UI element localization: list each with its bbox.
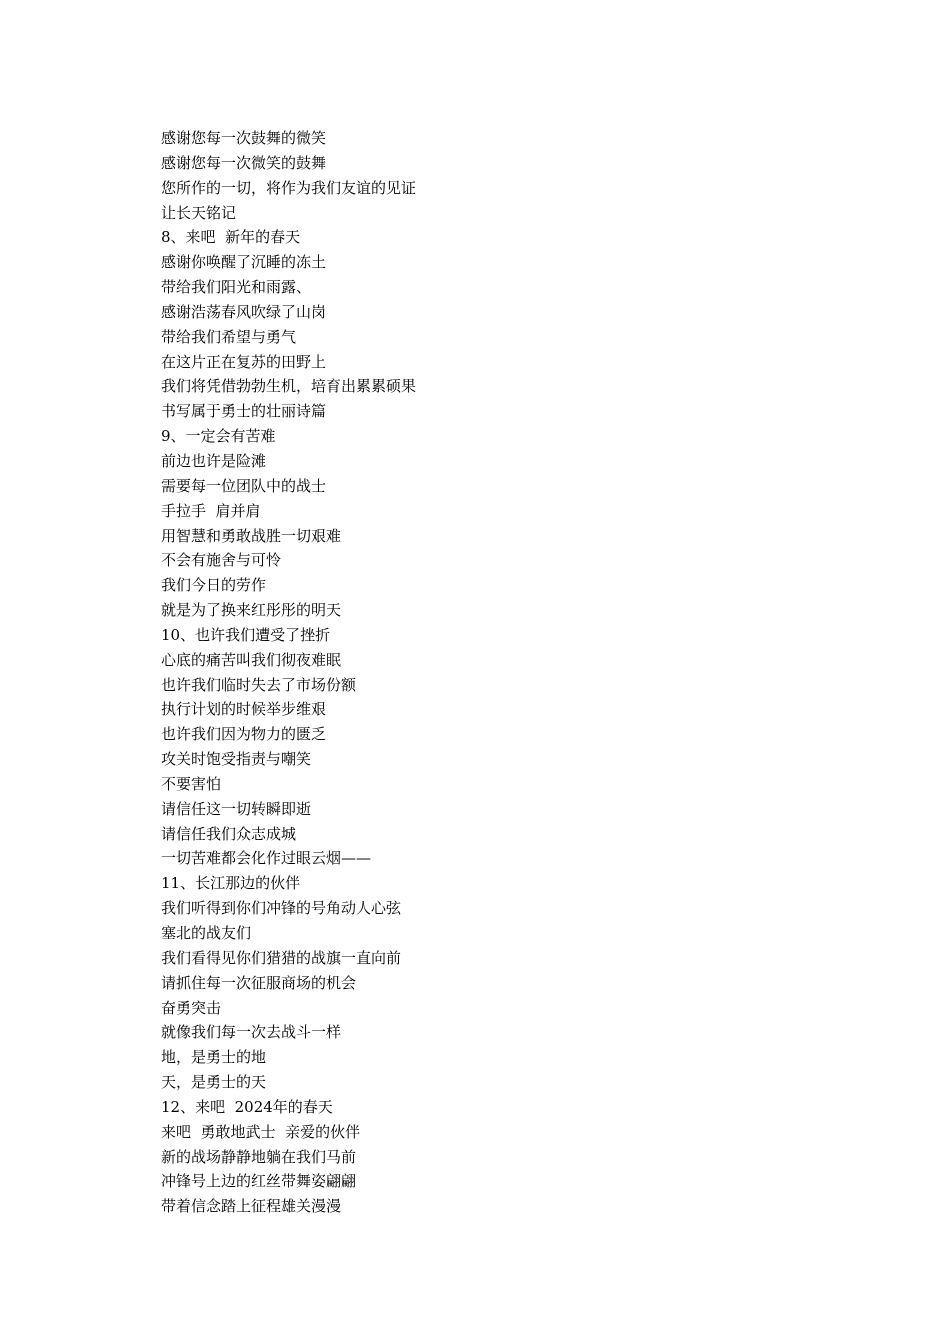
- text-line: 感谢您每一次鼓舞的微笑: [161, 129, 327, 147]
- text-line: 塞北的战友们: [161, 924, 252, 942]
- text-line: 攻关时饱受指责与嘲笑: [161, 750, 312, 769]
- text-line: 感谢你唤醒了沉睡的冻土: [161, 253, 327, 272]
- text-line: 我们看得见你们猎猎的战旗一直向前: [161, 948, 402, 967]
- text-line: 书写属于勇士的壮丽诗篇: [161, 402, 327, 421]
- text-line: 也许我们因为物力的匮乏: [161, 725, 327, 744]
- text-line: 12、来吧 2024年的春天: [161, 1097, 333, 1116]
- text-line: 就是为了换来红彤彤的明天: [161, 601, 342, 620]
- text-line: 带给我们希望与勇气: [161, 327, 297, 346]
- text-line: 新的战场静静地躺在我们马前: [161, 1147, 357, 1166]
- text-line: 前边也许是险滩: [161, 451, 267, 470]
- text-line: 在这片正在复苏的田野上: [161, 352, 327, 371]
- text-line: 来吧 勇敢地武士 亲爱的伙伴: [161, 1122, 361, 1141]
- text-line: 11、长江那边的伙伴: [161, 874, 301, 893]
- text-line: 不要害怕: [161, 774, 222, 793]
- text-line: 手拉手 肩并肩: [161, 501, 261, 520]
- text-line: 我们今日的劳作: [161, 576, 267, 595]
- text-line: 一切苦难都会化作过眼云烟——: [161, 849, 372, 868]
- text-line: 需要每一位团队中的战士: [161, 476, 327, 495]
- text-line: 感谢浩荡春风吹绿了山岗: [161, 302, 327, 321]
- text-line: 冲锋号上边的红丝带舞姿翩翩: [161, 1172, 357, 1191]
- text-line: 我们听得到你们冲锋的号角动人心弦: [161, 899, 402, 918]
- text-line: 就像我们每一次去战斗一样: [161, 1023, 342, 1042]
- text-line: 8、来吧 新年的春天: [161, 228, 301, 247]
- text-line: 请信任我们众志成城: [161, 824, 297, 843]
- text-line: 让长天铭记: [161, 203, 237, 222]
- text-line: 用智慧和勇敢战胜一切艰难: [161, 526, 342, 545]
- text-line: 天，是勇士的天: [161, 1073, 267, 1092]
- text-line: 您所作的一切，将作为我们友谊的见证: [161, 178, 417, 197]
- text-line: 心底的痛苦叫我们彻夜难眠: [161, 650, 342, 669]
- text-line: 地，是勇士的地: [161, 1048, 267, 1067]
- text-line: 带给我们阳光和雨露、: [161, 278, 312, 297]
- text-line: 9、一定会有苦难: [161, 427, 276, 446]
- document-body: [161, 126, 861, 1219]
- text-line: 请信任这一切转瞬即逝: [161, 799, 312, 818]
- text-line: 感谢您每一次微笑的鼓舞: [161, 153, 327, 172]
- text-line: 不会有施舍与可怜: [161, 551, 282, 570]
- text-line: 我们将凭借勃勃生机，培育出累累硕果: [161, 377, 417, 396]
- text-line: 10、也许我们遭受了挫折: [161, 625, 331, 644]
- text-line: 带着信念踏上征程雄关漫漫: [161, 1197, 342, 1216]
- text-line: 也许我们临时失去了市场份额: [161, 675, 357, 694]
- text-line: 请抓住每一次征服商场的机会: [161, 973, 357, 992]
- text-line: 奋勇突击: [161, 998, 222, 1017]
- text-line: 执行计划的时候举步维艰: [161, 700, 327, 719]
